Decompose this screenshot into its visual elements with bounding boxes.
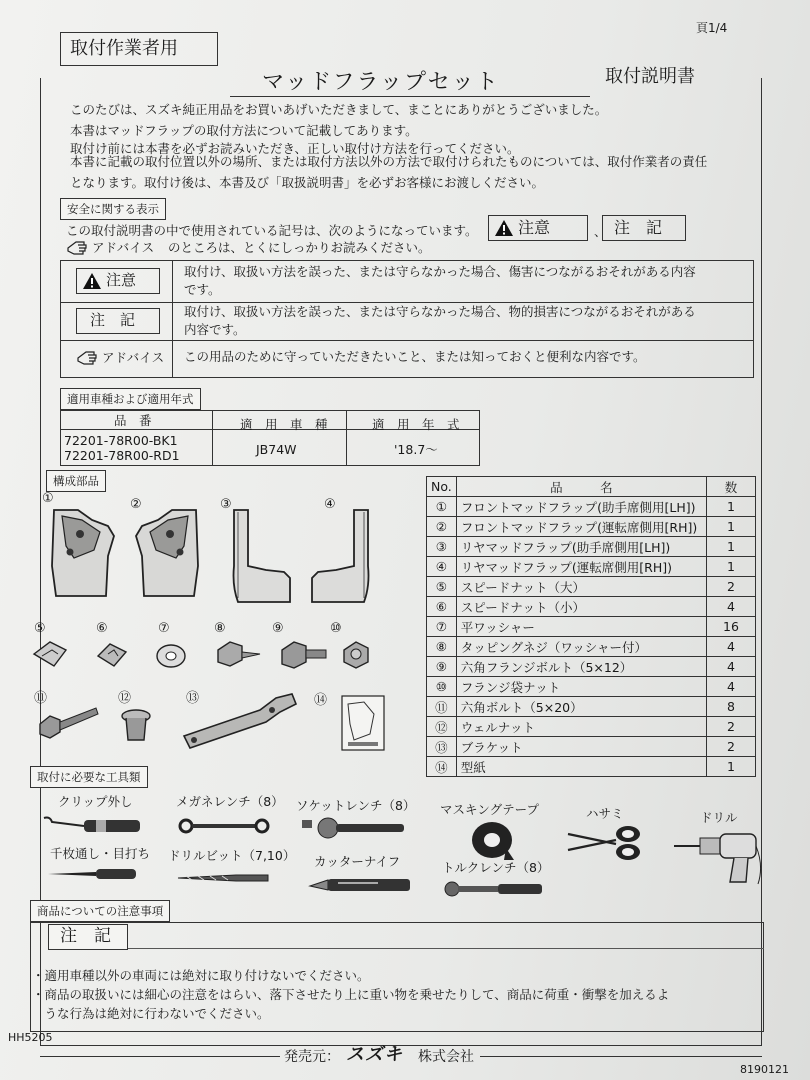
notes-rule xyxy=(128,948,764,949)
drill-bit-icon xyxy=(176,872,272,884)
row-no: ⑩ xyxy=(427,677,457,697)
row-no: ⑭ xyxy=(427,757,457,777)
part-marker: ④ xyxy=(324,497,336,512)
row-name: ブラケット xyxy=(456,737,706,757)
part-number: 72201-78R00-BK1 xyxy=(64,433,178,448)
row-qty: 4 xyxy=(707,677,756,697)
tool-label: トルクレンチ（8） xyxy=(442,860,550,875)
flange-bolt-drawing xyxy=(276,638,330,674)
cutter-knife-icon xyxy=(308,876,412,894)
row-name: 型紙 xyxy=(456,757,706,777)
masking-tape-icon xyxy=(468,818,516,862)
table-row xyxy=(427,717,756,737)
speed-nut-large-drawing xyxy=(30,636,70,672)
row-qty: 8 xyxy=(707,697,756,717)
table-row xyxy=(427,737,756,757)
header-qty: 数 xyxy=(707,477,756,497)
row-no: ⑬ xyxy=(427,737,457,757)
safety-divider xyxy=(172,260,173,378)
note-text: 内容です。 xyxy=(184,322,246,337)
doc-code: HH5205 xyxy=(8,1031,53,1044)
part-marker: ⑬ xyxy=(186,691,200,706)
table-row xyxy=(427,617,756,637)
row-qty: 2 xyxy=(707,737,756,757)
row-no: ⑧ xyxy=(427,637,457,657)
note-line: ・適用車種以外の車両には絶対に取り付けないでください。 xyxy=(32,968,370,983)
front-mudflap-rh-drawing xyxy=(130,506,202,600)
advice-inline: アドバイス xyxy=(92,240,155,255)
table-row xyxy=(427,597,756,617)
speed-nut-small-drawing xyxy=(94,640,130,670)
part-number: 72201-78R00-RD1 xyxy=(64,448,180,463)
table-row xyxy=(427,757,756,777)
vehicle-col-rule xyxy=(346,410,347,466)
caution-text: です。 xyxy=(184,282,221,297)
row-name: タッピングネジ（ワッシャー付） xyxy=(456,637,706,657)
row-name: リヤマッドフラップ(助手席側用[LH]) xyxy=(456,537,706,557)
seller-label: 発売元： xyxy=(284,1049,340,1065)
intro-line: 取付け前には本書を必ずお読みいただき、正しい取付け方法を行ってください。 xyxy=(70,141,520,156)
flange-cap-nut-drawing xyxy=(338,638,374,672)
tool-label: ハサミ xyxy=(586,806,624,821)
part-marker: ⑫ xyxy=(118,691,132,706)
company-suffix: 株式会社 xyxy=(418,1049,474,1065)
socket-wrench-icon xyxy=(300,816,410,842)
safety-lead: この取付説明書の中で使用されている記号は、次のようになっています。 xyxy=(66,223,478,238)
row-qty: 1 xyxy=(707,537,756,557)
rear-mudflap-lh-drawing xyxy=(226,506,298,606)
row-qty: 2 xyxy=(707,717,756,737)
note-line: うな行為は絶対に行わないでください。 xyxy=(32,1006,270,1021)
part-marker: ③ xyxy=(220,497,232,512)
brand-logo: スズキ xyxy=(346,1044,403,1065)
components-heading: 構成部品 xyxy=(46,470,106,492)
row-no: ⑫ xyxy=(427,717,457,737)
part-marker: ⑨ xyxy=(272,621,284,636)
row-no: ③ xyxy=(427,537,457,557)
part-marker: ⑪ xyxy=(34,691,48,706)
box-wrench-icon xyxy=(178,816,270,836)
notes-label: 注 記 xyxy=(60,926,111,946)
caution-chip-label: 注意 xyxy=(518,218,551,237)
row-name: スピードナット（大） xyxy=(456,577,706,597)
tools-heading: 取付に必要な工具類 xyxy=(30,766,148,788)
parts-table xyxy=(426,476,756,777)
doc-title: マッドフラップセット xyxy=(262,70,500,95)
row-qty: 4 xyxy=(707,657,756,677)
table-row xyxy=(427,517,756,537)
template-sheet-drawing xyxy=(340,694,386,752)
vehicle-col-model: 適 用 車 種 xyxy=(240,417,328,432)
tool-label: ドリルビット（7,10） xyxy=(168,848,296,863)
row-name: フロントマッドフラップ(助手席側用[LH]) xyxy=(456,497,706,517)
row-no: ① xyxy=(427,497,457,517)
audience-tag-text: 取付作業者用 xyxy=(70,38,178,59)
pointing-hand-icon xyxy=(76,348,100,366)
table-row xyxy=(427,677,756,697)
tool-label: クリップ外し xyxy=(58,794,133,809)
part-marker: ⑦ xyxy=(158,621,170,636)
clip-remover-icon xyxy=(40,814,144,836)
note-badge-label: 注 記 xyxy=(90,311,136,329)
row-name: ウェルナット xyxy=(456,717,706,737)
safety-row-rule xyxy=(60,302,754,303)
table-row xyxy=(427,497,756,517)
doc-type: 取付説明書 xyxy=(605,66,695,87)
vehicle-col-year: 適 用 年 式 xyxy=(372,417,460,432)
tool-label: ソケットレンチ（8） xyxy=(296,798,416,813)
intro-line: このたびは、スズキ純正用品をお買いあげいただきまして、まことにありがとうございました。 xyxy=(70,102,608,117)
table-row xyxy=(427,697,756,717)
row-qty: 1 xyxy=(707,757,756,777)
part-marker: ⑥ xyxy=(96,621,108,636)
footer-rule xyxy=(40,1056,280,1057)
vehicle-model: JB74W xyxy=(256,442,297,457)
tool-label: カッターナイフ xyxy=(314,854,401,869)
tapping-screw-drawing xyxy=(214,638,264,674)
part-marker: ① xyxy=(42,491,54,506)
vehicle-heading: 適用車種および適用年式 xyxy=(60,388,201,410)
warning-triangle-icon xyxy=(494,219,514,237)
flat-washer-drawing xyxy=(154,642,188,670)
caution-badge-label: 注意 xyxy=(106,271,137,289)
row-qty: 16 xyxy=(707,617,756,637)
row-qty: 2 xyxy=(707,577,756,597)
intro-line: 本書はマッドフラップの取付方法について記載してあります。 xyxy=(70,123,418,138)
bracket-drawing xyxy=(180,690,304,752)
advice-text: この用品のために守っていただきたいこと、または知っておくと便利な内容です。 xyxy=(184,349,646,364)
scissors-icon xyxy=(566,820,648,864)
row-qty: 1 xyxy=(707,497,756,517)
part-marker: ⑭ xyxy=(314,693,328,708)
intro-line: 本書に記載の取付位置以外の場所、または取付方法以外の方法で取付けられたものについては、取付作業者の責任 xyxy=(70,154,708,169)
part-marker: ⑧ xyxy=(214,621,226,636)
row-no: ⑪ xyxy=(427,697,457,717)
rear-mudflap-rh-drawing xyxy=(304,506,376,606)
caution-text: 取付け、取扱い方法を誤った、または守らなかった場合、傷害につながるおそれがある内容 xyxy=(184,264,696,279)
part-marker: ② xyxy=(130,497,142,512)
awl-icon xyxy=(46,866,138,882)
intro-line: となります。取付け後は、本書及び「取扱説明書」を必ずお客様にお渡しください。 xyxy=(70,175,545,190)
vehicle-year: '18.7～ xyxy=(394,442,438,457)
hex-bolt-drawing xyxy=(36,702,100,742)
note-chip-label: 注 記 xyxy=(614,218,663,237)
part-marker: ⑤ xyxy=(34,621,46,636)
row-name: 平ワッシャー xyxy=(456,617,706,637)
well-nut-drawing xyxy=(116,706,156,746)
row-qty: 4 xyxy=(707,637,756,657)
row-no: ④ xyxy=(427,557,457,577)
row-name: 六角ボルト（5×20） xyxy=(456,697,706,717)
warning-triangle-icon xyxy=(82,272,102,290)
safety-lead-rest: のところは、とくにしっかりお読みください。 xyxy=(168,240,431,255)
footer-rule xyxy=(480,1056,762,1057)
row-name: フロントマッドフラップ(運転席側用[RH]) xyxy=(456,517,706,537)
front-mudflap-lh-drawing xyxy=(48,506,120,600)
note-line: ・商品の取扱いには細心の注意をはらい、落下させたり上に重い物を乗せたりして、商品に荷重・衝撃を加えるよ xyxy=(32,987,670,1002)
table-row xyxy=(427,657,756,677)
pointing-hand-icon xyxy=(66,238,90,256)
row-name: 六角フランジボルト（5×12） xyxy=(456,657,706,677)
page-number: 頁1/4 xyxy=(696,21,728,35)
row-no: ⑤ xyxy=(427,577,457,597)
row-name: リヤマッドフラップ(運転席側用[RH]) xyxy=(456,557,706,577)
notes-heading: 商品についての注意事項 xyxy=(30,900,170,922)
parts-table-header xyxy=(427,477,756,497)
row-no: ⑦ xyxy=(427,617,457,637)
safety-row-rule xyxy=(60,340,754,341)
table-row xyxy=(427,537,756,557)
vehicle-col-part: 品 番 xyxy=(114,413,152,428)
table-row xyxy=(427,577,756,597)
tool-label: マスキングテープ xyxy=(440,802,540,817)
date-code: 8190121 xyxy=(740,1063,789,1076)
vehicle-col-rule xyxy=(212,410,213,466)
row-qty: 4 xyxy=(707,597,756,617)
row-name: スピードナット（小） xyxy=(456,597,706,617)
part-marker: ⑩ xyxy=(330,621,342,636)
safety-heading: 安全に関する表示 xyxy=(60,198,166,220)
row-qty: 1 xyxy=(707,557,756,577)
torque-wrench-icon xyxy=(442,880,546,898)
header-name: 品 名 xyxy=(456,477,706,497)
row-no: ② xyxy=(427,517,457,537)
advice-badge-label: アドバイス xyxy=(102,350,165,365)
note-text: 取付け、取扱い方法を誤った、または守らなかった場合、物的損害につながるおそれがある xyxy=(184,304,696,319)
safety-lead-sep: 、 xyxy=(594,224,607,239)
tool-label: メガネレンチ（8） xyxy=(176,794,284,809)
header-no: No. xyxy=(427,477,457,497)
tool-label: ドリル xyxy=(700,810,738,825)
table-row xyxy=(427,557,756,577)
row-name: フランジ袋ナット xyxy=(456,677,706,697)
table-row xyxy=(427,637,756,657)
drill-icon xyxy=(670,826,766,886)
tool-label: 千枚通し・目打ち xyxy=(50,846,151,861)
row-no: ⑥ xyxy=(427,597,457,617)
row-qty: 1 xyxy=(707,517,756,537)
row-no: ⑨ xyxy=(427,657,457,677)
